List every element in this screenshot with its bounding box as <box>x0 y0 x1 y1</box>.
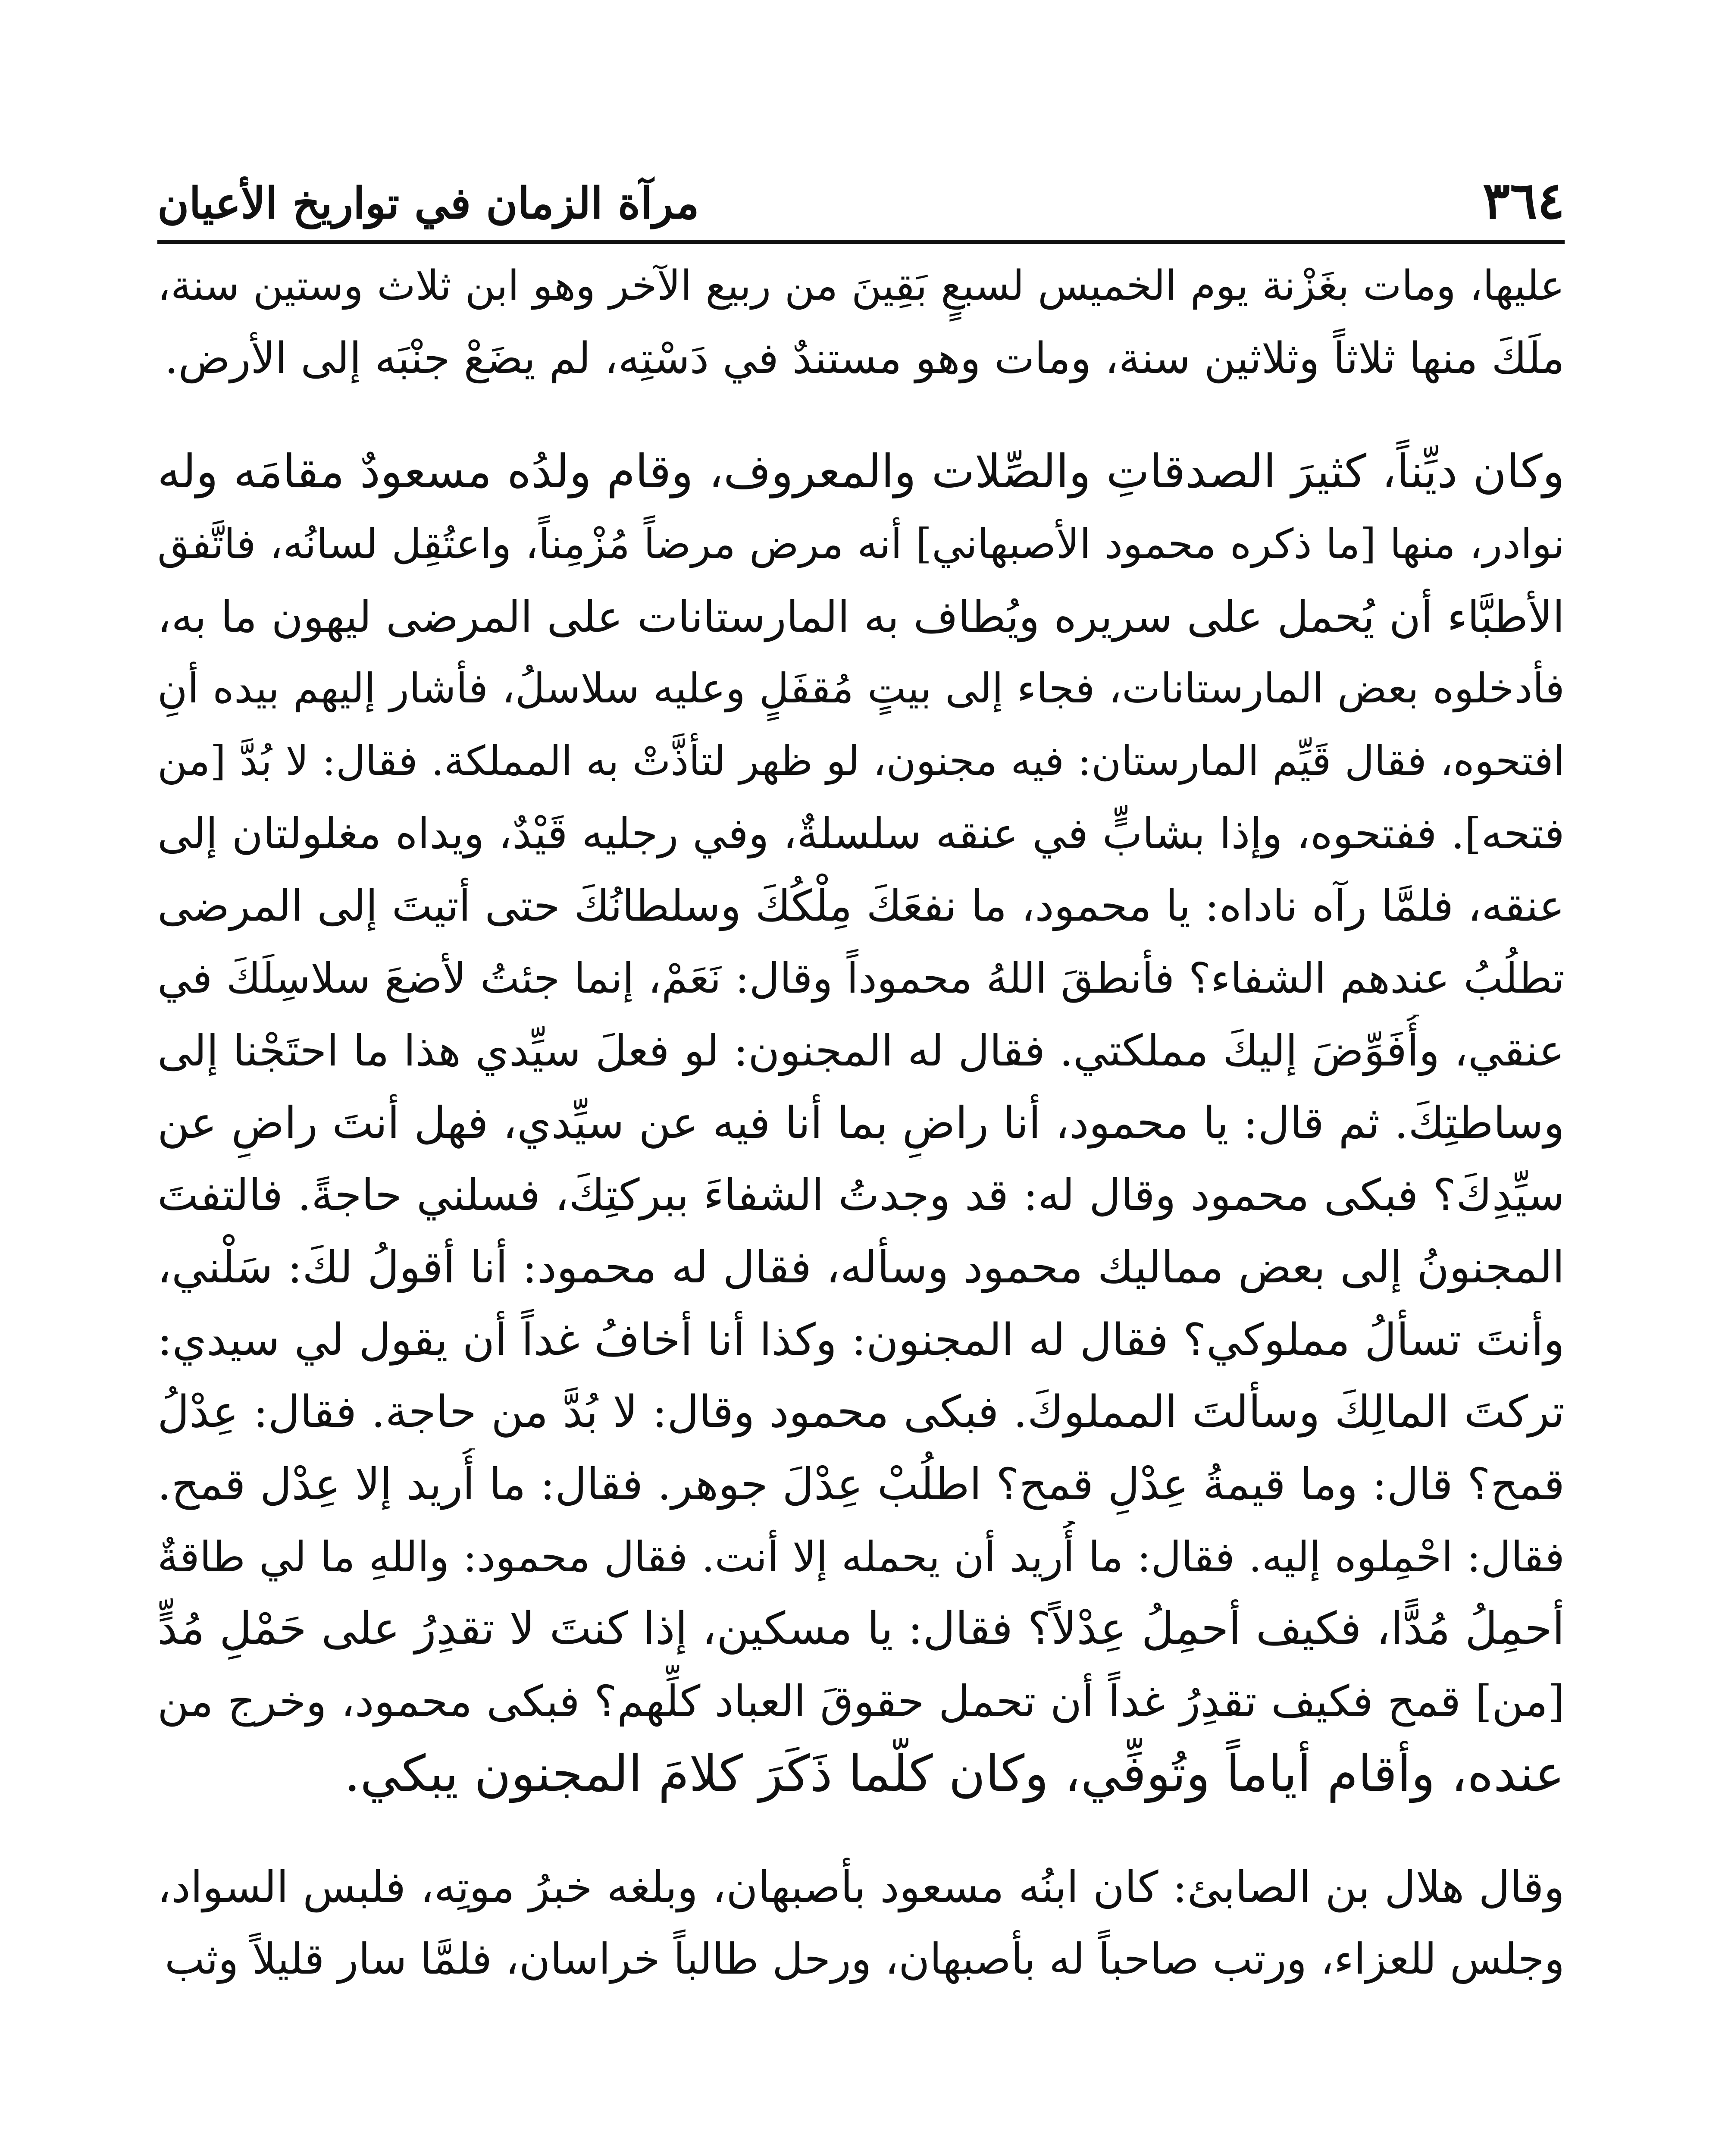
header-rule <box>157 240 1565 244</box>
paragraph-gap <box>157 1810 1565 1851</box>
text-line: سيِّدِكَ؟ فبكى محمود وقال له: قد وجدتُ الشفاءَ ببركتِكَ، فسلني حاجةً. فالتفتَ <box>157 1169 1565 1221</box>
text-line: وأنتَ تسألُ مملوكي؟ فقال له المجنون: وكذا أنا أخافُ غداً أن يقول لي سيدي: <box>157 1314 1565 1366</box>
text-line: [من] قمح فكيف تقدِرُ غداً أن تحمل حقوقَ العباد كلِّهم؟ فبكى محمود، وخرج من <box>157 1676 1565 1727</box>
text-line: المجنونُ إلى بعض مماليك محمود وسأله، فقال له محمود: أنا أقولُ لكَ: سَلْني، <box>157 1241 1565 1293</box>
running-title: مرآة الزمان في تواريخ الأعيان <box>157 178 699 229</box>
page-header <box>157 168 1565 241</box>
text-line: نوادر، منها [ما ذكره محمود الأصبهاني] أنه مرض مرضاً مُزْمِناً، واعتُقِل لسانُه، فاتَّفق <box>157 520 1565 568</box>
text-line: افتحوه، فقال قَيِّم المارستان: فيه مجنون، لو ظهر لتأذَّتْ به المملكة. فقال: لا بُدَّ [من <box>157 737 1565 785</box>
text-line: عنقه، فلمَّا رآه ناداه: يا محمود، ما نفعَكَ مِلْكُكَ وسلطانُكَ حتى أتيتَ إلى المرضى <box>157 881 1565 931</box>
page-number: ٣٦٤ <box>1482 170 1565 230</box>
body-text <box>157 250 1565 1996</box>
text-line: عليها، ومات بغَزْنة يوم الخميس لسبعٍ بَقِينَ من ربيع الآخر وهو ابن ثلاث وستين سنة، <box>157 262 1565 310</box>
text-line: وجلس للعزاء، ورتب صاحباً له بأصبهان، ورحل طالباً خراسان، فلمَّا سار قليلاً وثب <box>164 1935 1565 1984</box>
text-line: تركتَ المالِكَ وسألتَ المملوكَ. فبكى محمود وقال: لا بُدَّ من حاجة. فقال: عِدْلُ <box>157 1386 1565 1438</box>
text-line: وساطتِكَ. ثم قال: يا محمود، أنا راضٍ بما أنا فيه عن سيِّدي، فهل أنتَ راضٍ عن <box>157 1097 1565 1148</box>
paragraph <box>157 1851 1565 1996</box>
paragraph <box>157 250 1565 395</box>
text-line: أحمِلُ مُدًّا، فكيف أحمِلُ عِدْلاً؟ فقال: يا مسكين، إذا كنتَ لا تقدِرُ على حَمْلِ مُدٍّ <box>157 1603 1565 1655</box>
text-line: فأدخلوه بعض المارستانات، فجاء إلى بيتٍ مُقفَلٍ وعليه سلاسلُ، فأشار إليهم بيده أنِ <box>157 665 1565 713</box>
paragraph-gap <box>157 395 1565 436</box>
text-line: فقال: احْمِلوه إليه. فقال: ما أُريد أن يحمله إلا أنت. فقال محمود: واللهِ ما لي طاقةٌ <box>157 1532 1565 1581</box>
paragraph <box>157 436 1565 1810</box>
text-line: الأطبَّاء أن يُحمل على سريره ويُطاف به المارستانات على المرضى ليهون ما به، <box>157 591 1565 642</box>
text-line: عنقي، وأُفَوِّضَ إليكَ مملكتي. فقال له المجنون: لو فعلَ سيِّدي هذا ما احتَجْنا إلى <box>157 1025 1565 1076</box>
text-line: وقال هلال بن الصابئ: كان ابنُه مسعود بأصبهان، وبلغه خبرُ موتِه، فلبس السواد، <box>157 1862 1565 1913</box>
text-line: ملَكَ منها ثلاثاً وثلاثين سنة، ومات وهو مستندٌ في دَسْتِه، لم يضَعْ جنْبَه إلى الأرض. <box>164 333 1565 383</box>
text-line: فتحه]. ففتحوه، وإذا بشابٍّ في عنقه سلسلةٌ، وفي رجليه قَيْدٌ، ويداه مغلولتان إلى <box>157 808 1565 859</box>
text-line: قمح؟ قال: وما قيمةُ عِدْلِ قمح؟ اطلُبْ عِدْلَ جوهر. فقال: ما أُريد إلا عِدْل قمح. <box>157 1459 1565 1510</box>
text-line: عنده، وأقام أياماً وتُوفِّي، وكان كلَّما ذَكَرَ كلامَ المجنون يبكي. <box>344 1744 1565 1803</box>
text-line: تطلُبُ عندهم الشفاء؟ فأنطقَ اللهُ محموداً وقال: نَعَمْ، إنما جئتُ لأضعَ سلاسِلَكَ في <box>157 954 1565 1003</box>
text-line: وكان ديِّناً، كثيرَ الصدقاتِ والصِّلات والمعروف، وقام ولدُه مسعودٌ مقامَه وله <box>157 445 1565 499</box>
